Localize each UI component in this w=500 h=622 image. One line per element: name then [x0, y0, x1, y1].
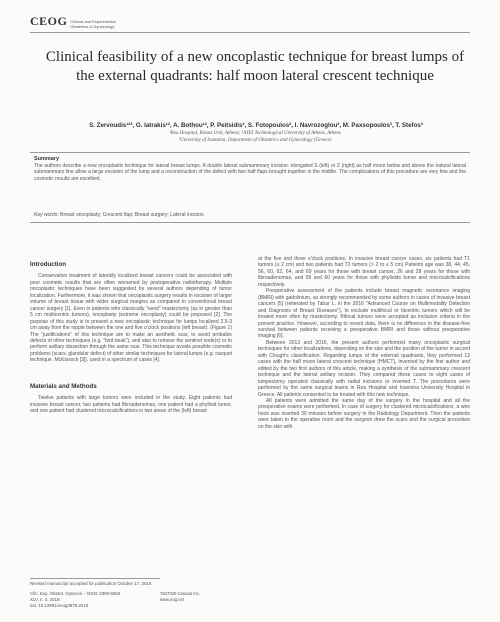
introduction-text: Conservative treatment of laterally localized breast cancers could be associated with poor cosmetic results that are often worsened by postoperative radiotherapy. Multiple oncoplastic techniques have been suggested by several authors depending of tumor localization. Furthermore, it was shown that oncoplastic surgery results in excision of larger volume of breast tissue with wider surgical margins as compared to conventional breast cancer surgery [1]. Even in patients who classically "need" mastectomy (as in greater than 5 cm multicentric tumors), oncoplasty (extreme oncoplasty) could be proposed [2]. The purpose of this study is to present a new oncoplastic technique for lumps localized 2.5-3 cm away from the nipple between the one and five o'clock positions (left breast). (Figure 1) The "justifications" of this technique are to make an aesthetic scar, to avoid probable defects of other techniques (e.g. "bird beak"), and also to remove the sentinel node(s) or to perform axillary dissection through the same scar. This technique avoids possible cosmetic problems (scars, glandular defect) of other similar techniques for lateral lumps (e.g. racquet technique, McKissock [3]), used in a spectrum of cases [4].	[30, 273, 232, 364]
affiliation-line-1: ¹Rea Hospital, Breast Unit, Athens; ²ATEI Technological University of Athens, Athens	[169, 131, 341, 136]
keywords	[34, 212, 205, 218]
summary-heading: Summary	[34, 156, 60, 162]
citation-line-2: XLV, n. 3, 2018	[30, 597, 60, 602]
publisher-url: www.irog.net	[160, 597, 184, 602]
journal-name-line1: Clinical and Experimental	[70, 19, 116, 25]
journal-name-line2: Obstetrics & Gynecology	[70, 23, 115, 29]
citation-line-1: Clin. Exp. Obstet. Gynecol. - ISSN: 0390-6663	[30, 591, 121, 596]
citation-line-3: doi: 10.12891/ceog3979.2018	[30, 603, 89, 608]
right-column	[258, 256, 470, 430]
header-rule	[30, 32, 470, 33]
footnote-rule	[30, 578, 160, 579]
summary-text: The authors describe a new oncoplastic technique for lateral breast lumps. A double lateral submammary incision: elongated S (left) or Z (right) as half moon below and above the natural lateral submammary line allow a large excision of the lump and a reconstruction of the defect with two half flaps brought together in the middle. The complications of this procedure are very few and the cosmetic results are excellent.	[34, 163, 466, 182]
methods-text: Twelve patients with large tumors were included in the study. Eight patients had invasive breast cancer, two patients had fibroadenomas, one patient had a phylloid tumor, and one patient had clustered microcalcifications in two areas of the (left) breast	[30, 395, 232, 415]
right-paragraph-4: All patients were admitted the same day of the surgery in the hospital and all the preoperative exams were performed. In case of surgery for clustered microcalcifications, a wire hook was inserted 30 minutes before surgery in the Radiology Department. Then the patients were taken to the operative room and the surgeon drew the scars and the surgical procedure on the skin with	[258, 397, 470, 430]
methods-heading: Materials and Methods	[30, 382, 97, 390]
summary-box	[30, 151, 470, 211]
summary-bottom-rule	[30, 222, 470, 223]
journal-name	[70, 20, 130, 29]
journal-logo: CEOG	[30, 14, 68, 28]
right-paragraph-2: Preoperative assessment of the patients include breast magnetic resonance imaging (BMRI) with gadolinium, as strongly recommended by some authors in cases of invasive breast cancers [5] (reiterated by Tabar L. in the 2016 "Advanced Course on Multimodality Detection and Diagnosis of Breast Diseases"), to exclude multifocal or bicentric tumors which will be treated more often by mastectomy. Bifocal tumors were accepted as inclusion criteria in the present practice. However, according to recent data, there is no difference in the disease-free survival between patients receiving a preoperative BMRI and those without preoperative imaging [6].	[258, 288, 470, 340]
left-column	[30, 262, 232, 415]
publisher-line-1: 7847030 Canada Inc.	[160, 591, 201, 596]
article-title: Clinical feasibility of a new oncoplastic technique for breast lumps of the external quadrants: half moon lateral crescent technique	[45, 49, 465, 84]
introduction-heading: Introduction	[30, 261, 67, 268]
right-paragraph-3: Between 2013 and 2016, the present authors performed many oncoplastic surgical techniques for other localizations, depending on the size and the position of the tumor in accord with Clough's classification. Regarding lumps of the external quadrants, they performed 12 cases with the half moon lateral crescent technique (HMCT), invented by the first author and edited by the two first authors of this article, making a synthesis of the submammary crescent technique and the lateral axillary incision. They compared these cases to eight cases of lumpectomy operated classically with radial incisions or inverted T. The procedures were performed by the same surgical teams in Rea Hospital and Ioannina University Hospital in Greece. All patients consented to be treated with this new technique.	[258, 339, 470, 398]
right-paragraph-1: at the five and three o'clock positions. In invasive breast cancer cases, six patients had T1 tumors (≤ 2 cm) and two patients had T2 tumors (> 2 to ≤ 5 cm) Patients age was 38, 44, 45, 56, 60, 62, 64, and 69 years for those with breast cancer, 26 and 28 years for those with fibroadenomas, and 59 and 60 years for those with phylloids tumor and microcalcifications respectively.	[258, 256, 470, 288]
author-list: S. Zervoudis¹²³, G. Iatrakis¹², A. Bothou¹², P. Peitsidis², S. Fotopoulos², I. Navrozoglou³, M. Paxsopoulos³, T. Stefos³	[89, 122, 423, 129]
affiliation-line-2: ³University of Ioannina, Department of Obstetrics and Gynecology (Greece)	[178, 138, 332, 143]
keywords-label: Key words:	[34, 212, 59, 218]
revised-note: Revised manuscript accepted for publication October 17, 2016	[30, 581, 152, 586]
keywords-text: Breast oncoplasty; Crescent flap; Breast surgery; Lateral incision.	[60, 212, 205, 218]
journal-masthead	[30, 14, 130, 29]
